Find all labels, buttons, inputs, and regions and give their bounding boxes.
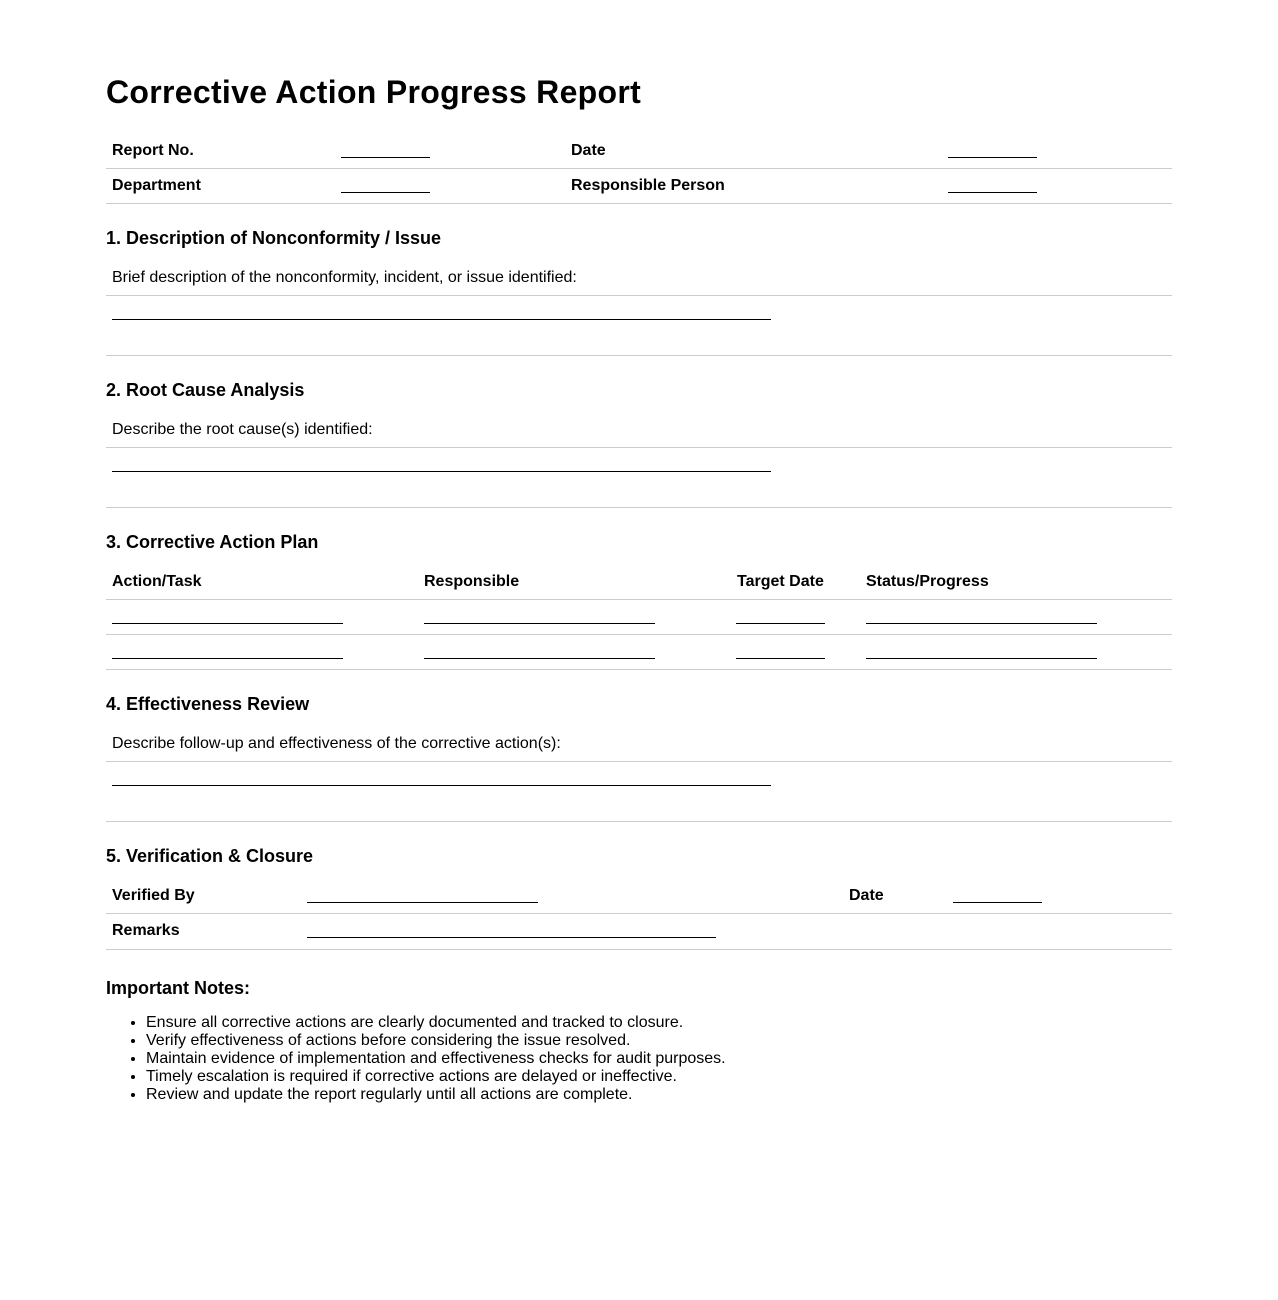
list-item: • Ensure all corrective actions are clearly documented and tracked to closure.: [146, 1014, 726, 1032]
responsible-field[interactable]: [424, 658, 655, 659]
action-plan-header-row: [106, 563, 1172, 600]
section-4-answer-row: [106, 761, 1172, 822]
verification-date-label: Date: [849, 887, 884, 904]
notes-list: [106, 1014, 726, 1104]
section-1-title: 1. Description of Nonconformity / Issue: [106, 228, 442, 248]
section-4-prompt: Describe follow-up and effectiveness of the corrective action(s):: [112, 735, 561, 752]
section-1-answer-field[interactable]: [112, 319, 771, 320]
remarks-field[interactable]: [307, 937, 716, 938]
section-2-answer-row: [106, 447, 1172, 508]
section-2-answer-field[interactable]: [112, 471, 771, 472]
list-item: • Review and update the report regularly until all actions are complete.: [146, 1086, 726, 1104]
section-4-answer-field[interactable]: [112, 785, 771, 786]
target-date-field[interactable]: [736, 623, 825, 624]
section-5-title: 5. Verification & Closure: [106, 846, 314, 866]
remarks-row: [106, 913, 1172, 950]
column-target-date: Target Date: [737, 573, 824, 590]
status-progress-field[interactable]: [866, 623, 1097, 624]
action-task-field[interactable]: [112, 623, 343, 624]
action-task-field[interactable]: [112, 658, 343, 659]
department-field[interactable]: [341, 192, 430, 193]
verified-by-field[interactable]: [307, 902, 538, 903]
column-action-task: Action/Task: [112, 573, 202, 590]
page-title: Corrective Action Progress Report: [106, 74, 642, 110]
department-label: Department: [112, 177, 201, 194]
list-item: • Timely escalation is required if corrective actions are delayed or ineffective.: [146, 1068, 726, 1086]
list-item: • Verify effectiveness of actions before considering the issue resolved.: [146, 1032, 726, 1050]
report-no-field[interactable]: [341, 157, 430, 158]
date-label: Date: [571, 142, 606, 159]
status-progress-field[interactable]: [866, 658, 1097, 659]
target-date-field[interactable]: [736, 658, 825, 659]
verified-by-label: Verified By: [112, 887, 195, 904]
list-item: • Maintain evidence of implementation and effectiveness checks for audit purposes.: [146, 1050, 726, 1068]
verified-row: [106, 878, 1172, 914]
table-row: [106, 634, 1172, 670]
header-row-2: [106, 168, 1172, 204]
section-4-prompt-row: [106, 725, 1172, 762]
section-1-prompt: Brief description of the nonconformity, incident, or issue identified:: [112, 269, 577, 286]
section-2-prompt-row: [106, 411, 1172, 448]
section-1-answer-row: [106, 295, 1172, 356]
section-2-prompt: Describe the root cause(s) identified:: [112, 421, 373, 438]
report-no-label: Report No.: [112, 142, 194, 159]
responsible-person-label: Responsible Person: [571, 177, 725, 194]
responsible-field[interactable]: [424, 623, 655, 624]
section-4-title: 4. Effectiveness Review: [106, 694, 310, 714]
section-1-prompt-row: [106, 259, 1172, 296]
column-status-progress: Status/Progress: [866, 573, 989, 590]
table-row: [106, 599, 1172, 635]
verification-date-field[interactable]: [953, 902, 1042, 903]
column-responsible: Responsible: [424, 573, 520, 590]
remarks-label: Remarks: [112, 922, 180, 939]
notes-title: Important Notes:: [106, 978, 250, 998]
section-2-title: 2. Root Cause Analysis: [106, 380, 305, 400]
section-3-title: 3. Corrective Action Plan: [106, 532, 319, 552]
responsible-person-field[interactable]: [948, 192, 1037, 193]
header-row-1: [106, 133, 1172, 169]
date-field[interactable]: [948, 157, 1037, 158]
